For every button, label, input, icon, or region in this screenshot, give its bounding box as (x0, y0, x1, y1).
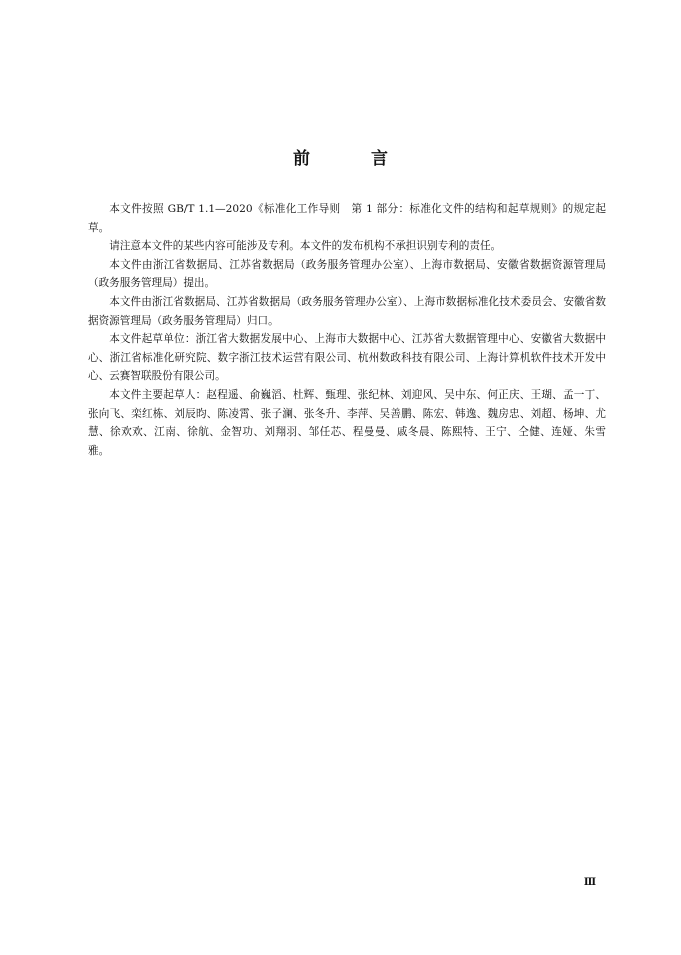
paragraph-drafters: 本文件主要起草人：赵程遥、俞巍滔、杜辉、甄理、张纪林、刘迎风、吴中东、何正庆、王瑚、孟一丁、张向飞、栾红栋、刘辰昀、陈凌霄、张子澜、张冬升、李萍、吴善鹏、陈宏、韩逸、魏房忠、刘超、杨坤、尤慧、徐欢欢、江南、徐航、金智功、刘翔羽、邹任芯、程曼曼、戚冬晨、陈熙特、王宁、仝健、连娅、朱雪雅。 (88, 388, 606, 457)
page-number: Ⅲ (583, 877, 596, 888)
foreword-body (88, 200, 606, 460)
page-title: 前 言 (293, 149, 410, 169)
paragraph-centralized-by: 本文件由浙江省数据局、江苏省数据局（政务服务管理办公室）、上海市数据标准化技术委员会、安徽省数据资源管理局（政务服务管理局）归口。 (88, 295, 606, 327)
paragraph-proposed-by: 本文件由浙江省数据局、江苏省数据局（政务服务管理办公室）、上海市数据局、安徽省数据资源管理局（政务服务管理局）提出。 (88, 258, 606, 290)
paragraph-drafting-units: 本文件起草单位：浙江省大数据发展中心、上海市大数据中心、江苏省大数据管理中心、安徽省大数据中心、浙江省标准化研究院、数字浙江技术运营有限公司、杭州数政科技有限公司、上海计算机软件技术开发中心、云赛智联股份有限公司。 (88, 333, 606, 383)
paragraph-drafting-rules: 本文件按照 GB/T 1.1—2020《标准化工作导则 第 1 部分：标准化文件的结构和起草规则》的规定起草。 (88, 203, 606, 234)
paragraph-patent-notice: 请注意本文件的某些内容可能涉及专利。本文件的发布机构不承担识别专利的责任。 (109, 240, 502, 253)
